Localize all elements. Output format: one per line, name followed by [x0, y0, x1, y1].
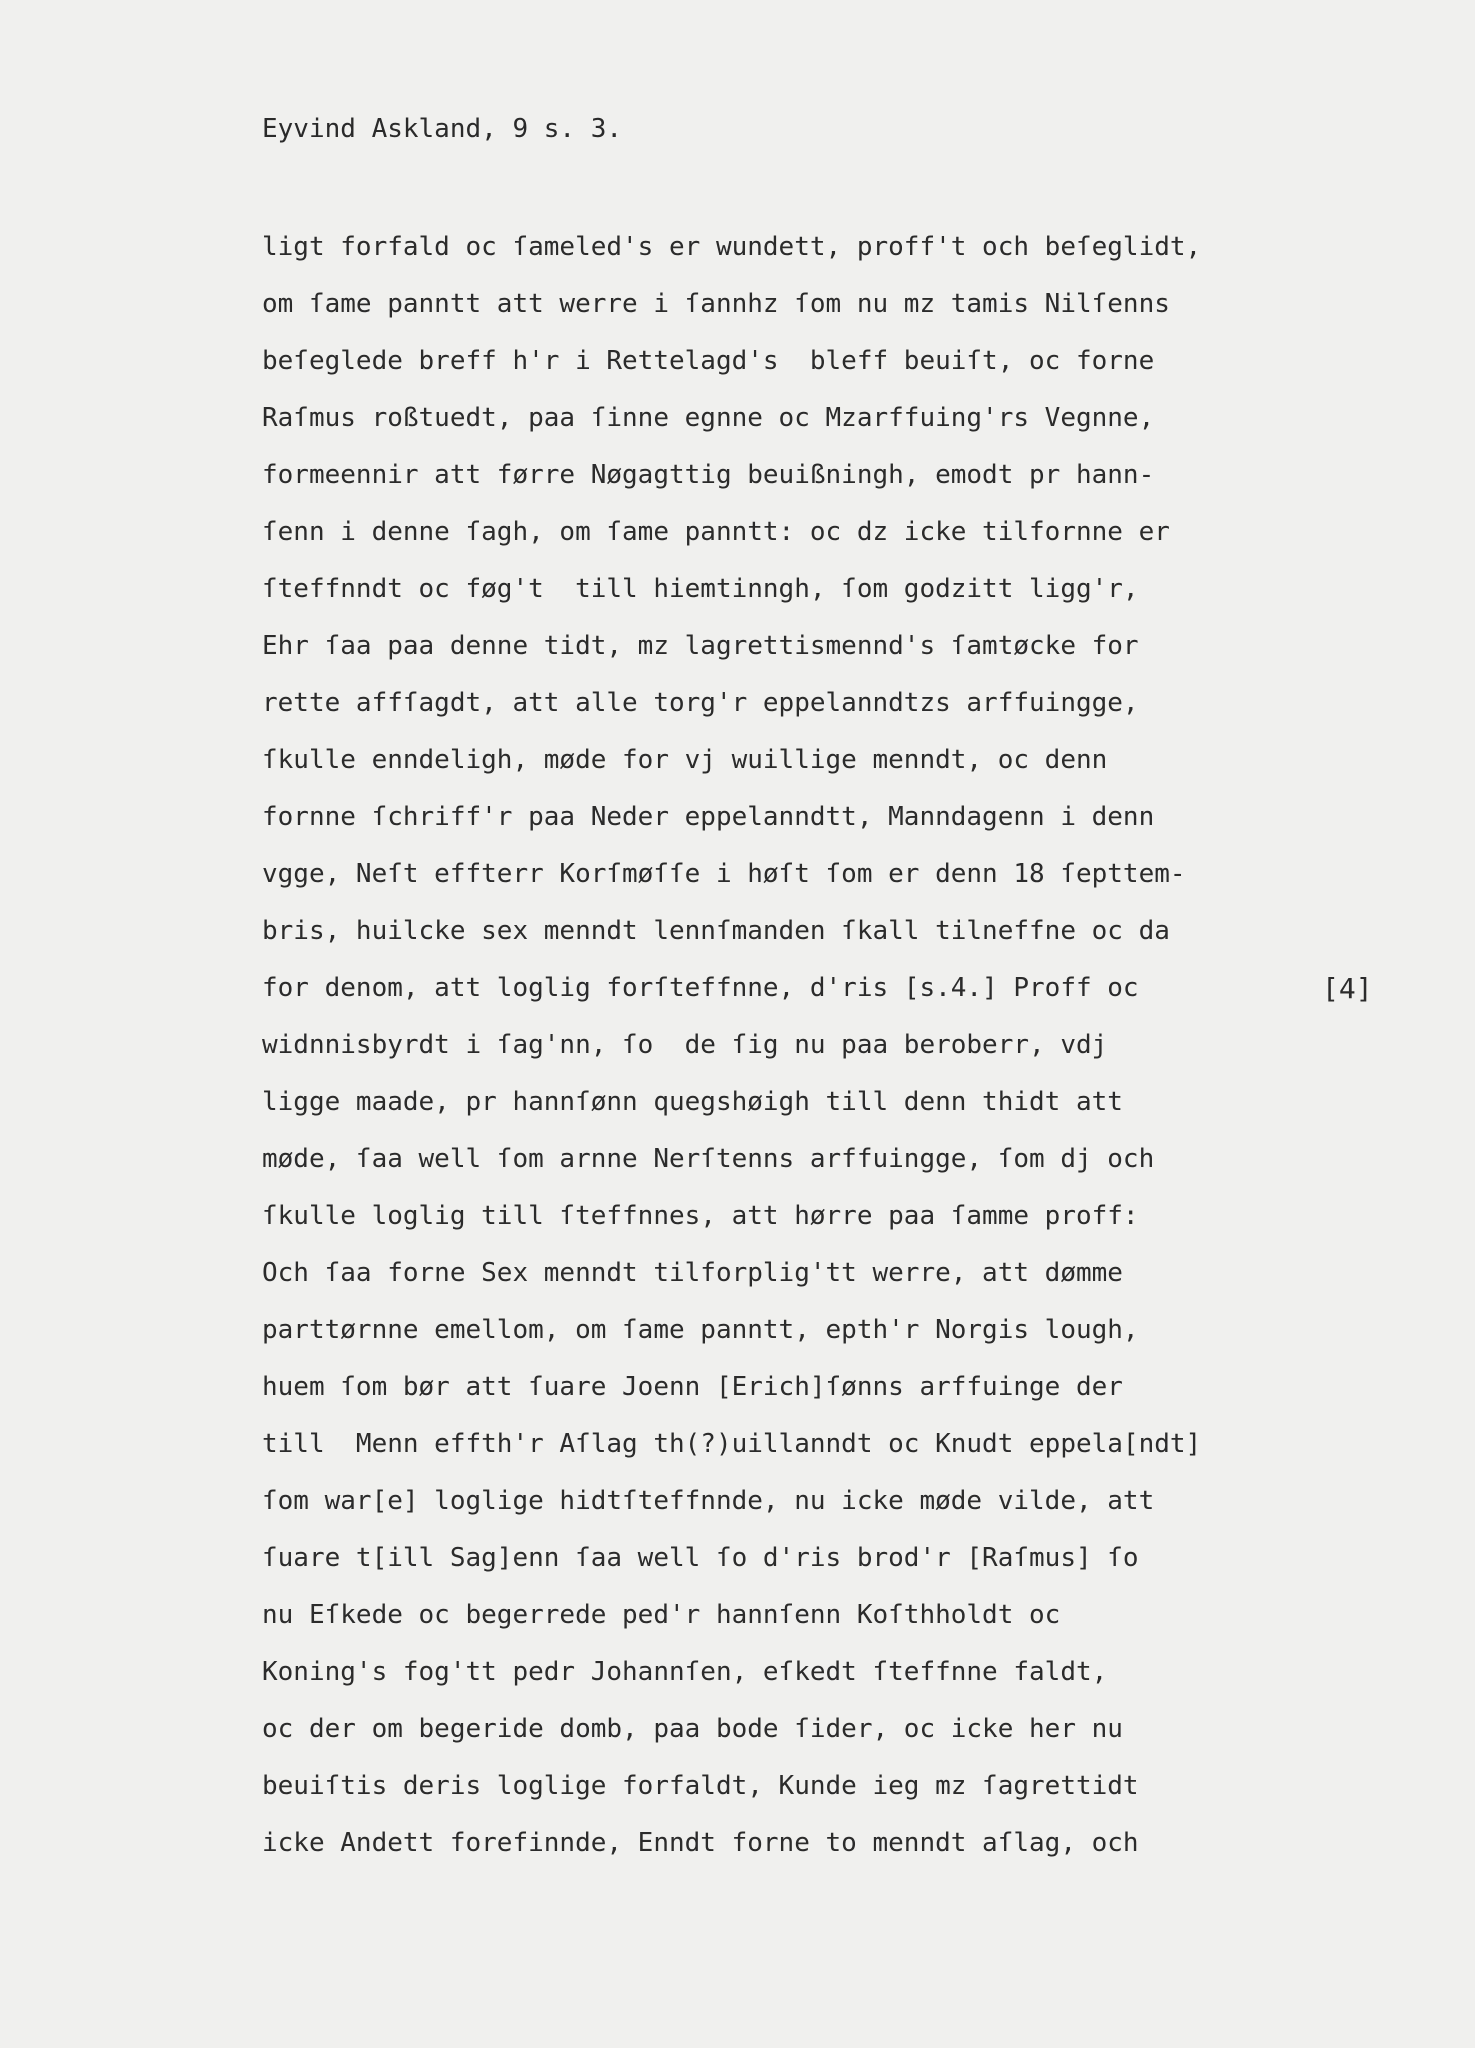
text-line: ſuare t[ill Sag]enn ſaa well ſo d'ris brod'r [Raſmus] ſo: [262, 1543, 1139, 1573]
text-line: om ſame panntt att werre i ſannhz ſom nu mz tamis Nilſenns: [262, 289, 1170, 319]
text-line: rette affſagdt, att alle torg'r eppelanndtzs arffuingge,: [262, 688, 1139, 718]
text-line: Ehr ſaa paa denne tidt, mz lagrettismennd's ſamtøcke for: [262, 631, 1139, 661]
text-line: ſkulle loglig till ſteffnnes, att hørre paa ſamme proff:: [262, 1201, 1139, 1231]
text-line: bris, huilcke sex menndt lennſmanden ſkall tilneffne oc da: [262, 916, 1170, 946]
text-line: ligge maade, pr hannſønn quegshøigh till denn thidt att: [262, 1087, 1123, 1117]
text-line: fornne ſchriff'r paa Neder eppelanndtt, Manndagenn i denn: [262, 802, 1155, 832]
text-line: beuiſtis deris loglige forfaldt, Kunde ieg mz ſagrettidt: [262, 1771, 1139, 1801]
text-line: ſkulle enndeligh, møde for vj wuillige menndt, oc denn: [262, 745, 1108, 775]
text-line: till Menn effth'r Aſlag th(?)uillanndt oc Knudt eppela[ndt]: [262, 1429, 1202, 1459]
text-line: formeennir att førre Nøgagttig beuißningh, emodt pr hann-: [262, 460, 1155, 490]
text-line: nu Eſkede oc begerrede ped'r hannſenn Koſthholdt oc: [262, 1600, 1061, 1630]
text-line: icke Andett forefinnde, Enndt forne to menndt aſlag, och: [262, 1828, 1139, 1858]
text-line: Koning's fog'tt pedr Johannſen, eſkedt ſteffnne faldt,: [262, 1657, 1108, 1687]
text-line: huem ſom bør att ſuare Joenn [Erich]ſønns arffuinge der: [262, 1372, 1123, 1402]
text-line: Och ſaa forne Sex menndt tilforplig'tt werre, att dømme: [262, 1258, 1123, 1288]
transcription-text: [262, 224, 1322, 1877]
text-line: parttørnne emellom, om ſame panntt, epth'r Norgis lough,: [262, 1315, 1139, 1345]
page-header: Eyvind Askland, 9 s. 3.: [262, 114, 623, 144]
text-line: beſeglede breff h'r i Rettelagd's bleff beuiſt, oc forne: [262, 346, 1155, 376]
text-line: for denom, att loglig forſteffnne, d'ris [s.4.] Proff oc: [262, 973, 1139, 1003]
text-line: møde, ſaa well ſom arnne Nerſtenns arffuingge, ſom dj och: [262, 1144, 1155, 1174]
text-line: oc der om begeride domb, paa bode ſider, oc icke her nu: [262, 1714, 1123, 1744]
text-line: widnnisbyrdt i ſag'nn, ſo de ſig nu paa beroberr, vdj: [262, 1030, 1108, 1060]
text-line: vgge, Neſt effterr Korſmøſſe i høſt ſom er denn 18 ſepttem-: [262, 859, 1186, 889]
text-line: ſom war[e] loglige hidtſteffnnde, nu icke møde vilde, att: [262, 1486, 1155, 1516]
text-line: Raſmus roßtuedt, paa ſinne egnne oc Mzarffuing'rs Vegnne,: [262, 403, 1155, 433]
text-line: ligt forfald oc ſameled's er wundett, proff't och beſeglidt,: [262, 232, 1202, 262]
margin-page-number: [4]: [1322, 972, 1373, 1005]
text-line: ſteffnndt oc føg't till hiemtinngh, ſom godzitt ligg'r,: [262, 574, 1139, 604]
text-line: ſenn i denne ſagh, om ſame panntt: oc dz icke tilfornne er: [262, 517, 1170, 547]
